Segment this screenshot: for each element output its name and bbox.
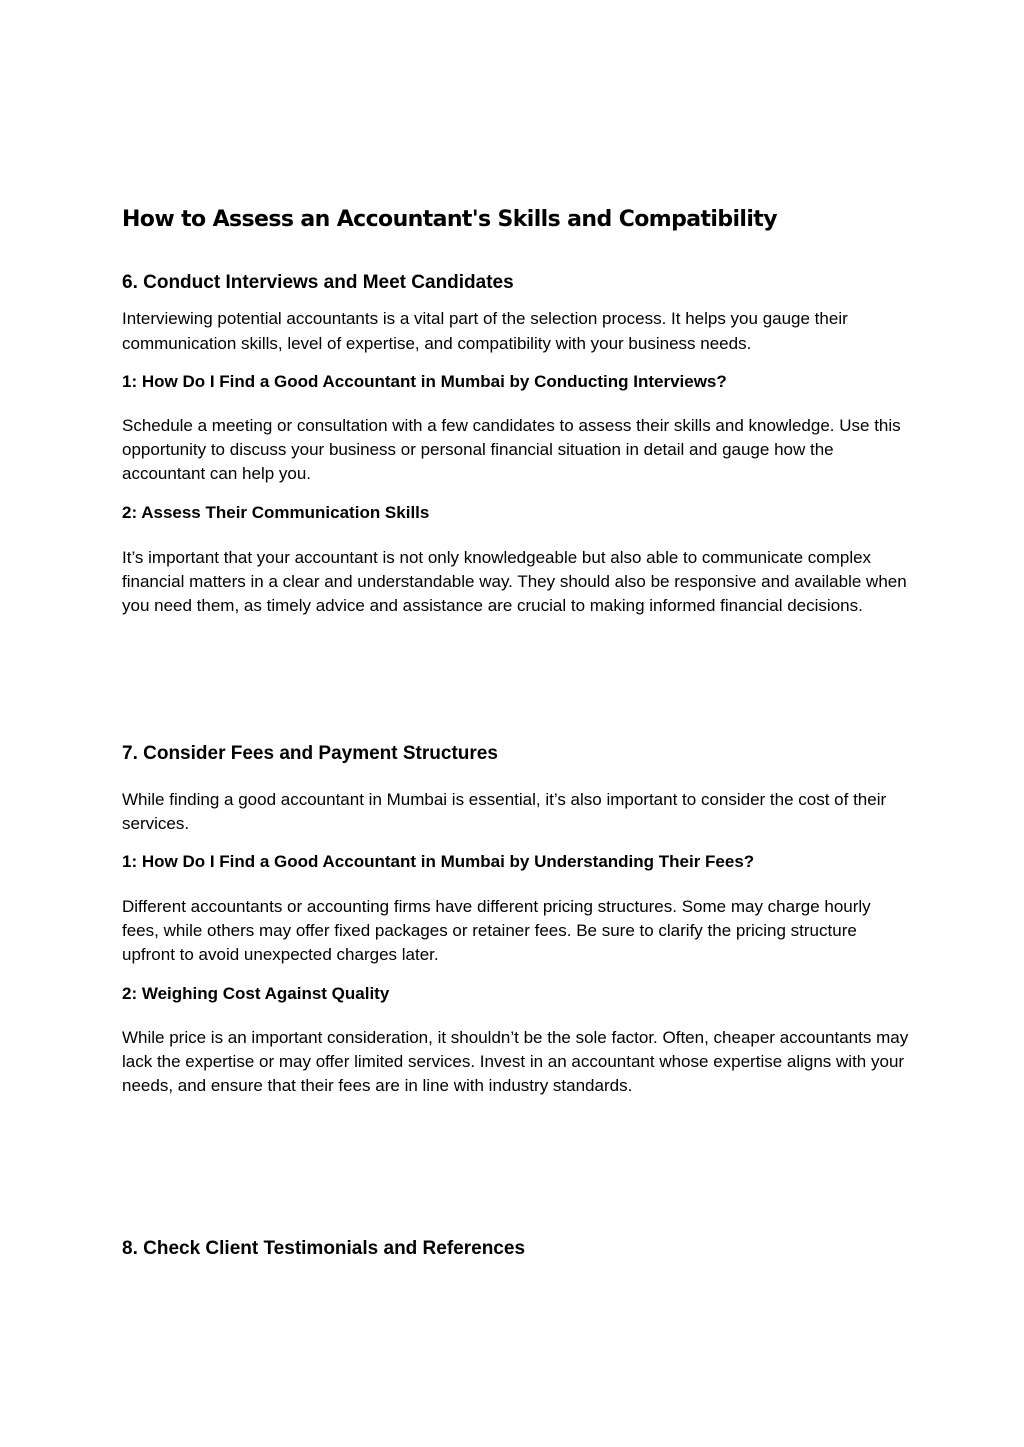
- page-title: How to Assess an Accountant's Skills and Compatibility: [122, 207, 777, 232]
- section-7-subheading-2: 2: Weighing Cost Against Quality: [122, 984, 390, 1003]
- section-7-subheading-1: 1: How Do I Find a Good Accountant in Mumbai by Understanding Their Fees?: [122, 852, 755, 871]
- section-6-paragraph-2: It’s important that your accountant is not only knowledgeable but also able to communicate complex financial matters in a clear and understandable way. They should also be responsive and available when you need them, as timely advice and assistance are crucial to making informed financial decisions.: [122, 548, 907, 616]
- section-6-subheading-2: 2: Assess Their Communication Skills: [122, 503, 430, 522]
- section-7-intro: While finding a good accountant in Mumbai is essential, it’s also important to consider the cost of their services.: [122, 790, 887, 834]
- section-6-paragraph-1: Schedule a meeting or consultation with a few candidates to assess their skills and knowledge. Use this opportunity to discuss your business or personal financial situation in detail and gauge how the accountant can help you.: [122, 416, 901, 484]
- section-7-paragraph-1: Different accountants or accounting firms have different pricing structures. Some may charge hourly fees, while others may offer fixed packages or retainer fees. Be sure to clarify the pricing structure upfront to avoid unexpected charges later.: [122, 897, 871, 965]
- section-7-heading: 7. Consider Fees and Payment Structures: [122, 743, 498, 764]
- section-8-heading: 8. Check Client Testimonials and References: [122, 1238, 526, 1259]
- section-6-intro: Interviewing potential accountants is a vital part of the selection process. It helps you gauge their communication skills, level of expertise, and compatibility with your business needs.: [122, 309, 848, 353]
- section-7-paragraph-2: While price is an important consideration, it shouldn’t be the sole factor. Often, cheaper accountants may lack the expertise or may offer limited services. Invest in an accountant whose expertise aligns with your needs, and ensure that their fees are in line with industry standards.: [122, 1028, 909, 1096]
- section-6-heading: 6. Conduct Interviews and Meet Candidates: [122, 272, 514, 293]
- section-6-subheading-1: 1: How Do I Find a Good Accountant in Mumbai by Conducting Interviews?: [122, 372, 727, 391]
